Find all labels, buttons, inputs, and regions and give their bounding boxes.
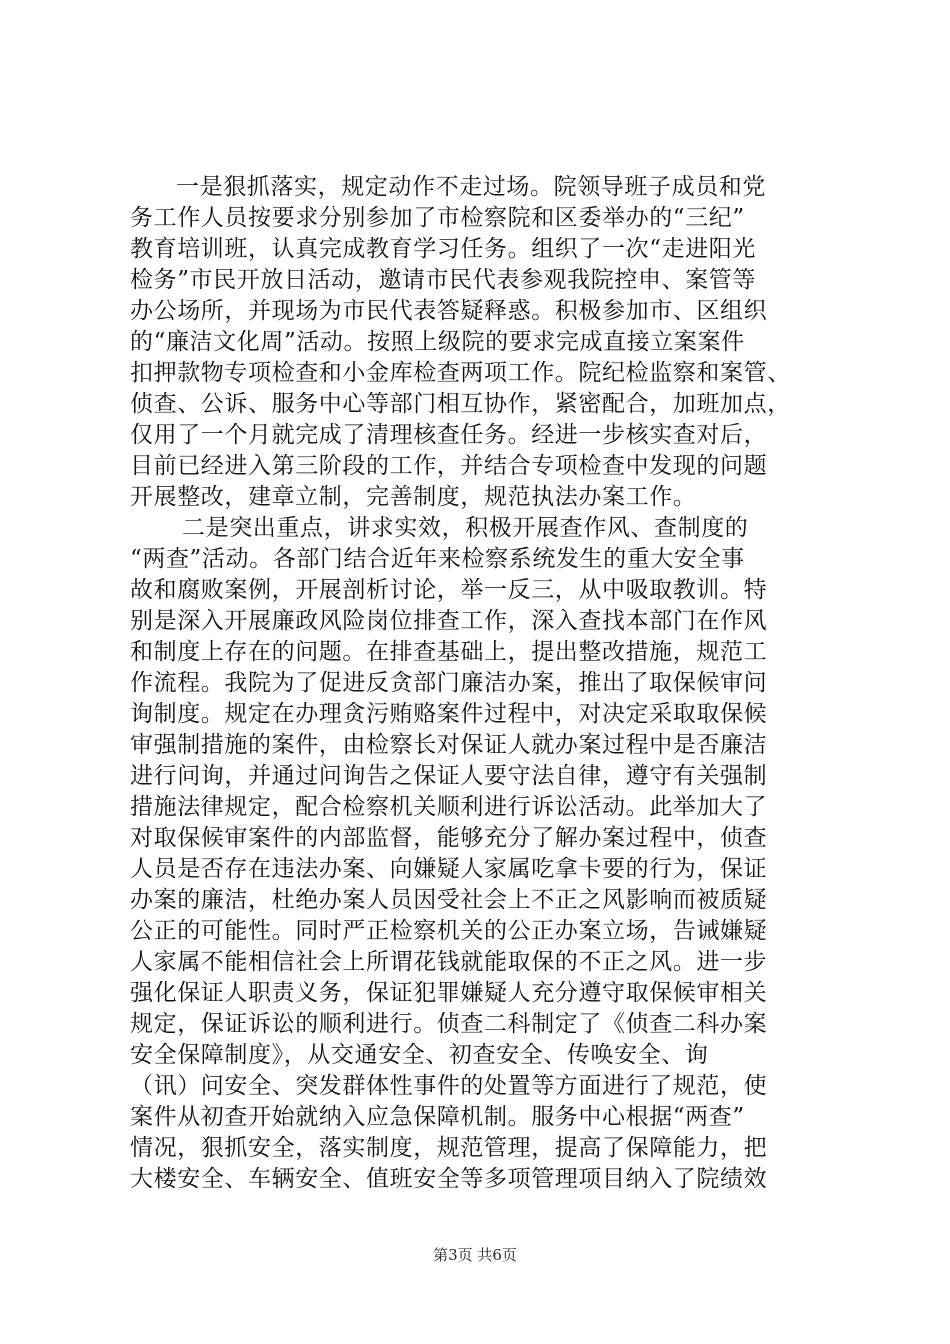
- text-line: 办案的廉洁，杜绝办案人员因受社会上不正之风影响而被质疑: [130, 887, 768, 913]
- text-line: “两查”活动。各部门结合近年来检察系统发生的重大安全事: [130, 546, 745, 572]
- text-line: 规定，保证诉讼的顺利进行。侦查二科制定了《侦查二科办案: [130, 1011, 768, 1037]
- text-line: 教育培训班，认真完成教育学习任务。组织了一次“走进阳光: [130, 236, 756, 262]
- text-line: 案件从初查开始就纳入应急保障机制。服务中心根据“两查”: [130, 1104, 745, 1130]
- text-line: 对取保候审案件的内部监督，能够充分了解办案过程中，侦查: [130, 825, 768, 851]
- text-line: 审强制措施的案件，由检察长对保证人就办案过程中是否廉洁: [130, 732, 768, 758]
- body-text: [130, 172, 830, 1195]
- text-line: 开展整改，建章立制，完善制度，规范执法办案工作。: [130, 484, 697, 510]
- text-line: 故和腐败案例，开展剖析讨论，举一反三，从中吸取教训。特: [130, 577, 768, 603]
- text-line: 询制度。规定在办理贪污贿赂案件过程中，对决定采取取保候: [130, 701, 768, 727]
- text-line: 作流程。我院为了促进反贪部门廉洁办案，推出了取保候审问: [130, 670, 768, 696]
- text-line: 人员是否存在违法办案、向嫌疑人家属吃拿卡要的行为，保证: [130, 856, 768, 882]
- text-line: 措施法律规定，配合检察机关顺利进行诉讼活动。此举加大了: [130, 794, 768, 820]
- text-line: 办公场所，并现场为市民代表答疑释惑。积极参加市、区组织: [130, 298, 768, 324]
- text-line: 检务”市民开放日活动，邀请市民代表参观我院控申、案管等: [130, 267, 756, 293]
- text-line: 进行问询，并通过问询告之保证人要守法自律，遵守有关强制: [130, 763, 768, 789]
- text-line: 公正的可能性。同时严正检察机关的公正办案立场，告诫嫌疑: [130, 918, 768, 944]
- text-line: （讯）问安全、突发群体性事件的处置等方面进行了规范，使: [130, 1073, 768, 1099]
- text-line: 仅用了一个月就完成了清理核查任务。经进一步核实查对后，: [130, 422, 768, 448]
- text-line: 强化保证人职责义务，保证犯罪嫌疑人充分遵守取保候审相关: [130, 980, 768, 1006]
- text-line: 的“廉洁文化周”活动。按照上级院的要求完成直接立案案件: [130, 329, 745, 355]
- text-line: 目前已经进入第三阶段的工作，并结合专项检查中发现的问题: [130, 453, 768, 479]
- page-number-footer: 第3页 共6页: [433, 1246, 517, 1264]
- text-line: 一是狠抓落实，规定动作不走过场。院领导班子成员和党: [176, 174, 766, 200]
- paragraph-2: [130, 513, 830, 1195]
- text-line: 情况，狠抓安全，落实制度，规范管理，提高了保障能力，把: [130, 1135, 768, 1161]
- text-line: 侦查、公诉、服务中心等部门相互协作，紧密配合，加班加点，: [130, 391, 791, 417]
- paragraph-1: [130, 172, 830, 513]
- text-line: 安全保障制度》，从交通安全、初查安全、传唤安全、询: [130, 1042, 709, 1068]
- text-line: 务工作人员按要求分别参加了市检察院和区委举办的“三纪”: [130, 205, 745, 231]
- text-line: 二是突出重点，讲求实效，积极开展查作风、查制度的: [182, 515, 749, 541]
- text-line: 别是深入开展廉政风险岗位排查工作，深入查找本部门在作风: [130, 608, 768, 634]
- text-line: 人家属不能相信社会上所谓花钱就能取保的不正之风。进一步: [130, 949, 768, 975]
- text-line: 大楼安全、车辆安全、值班安全等多项管理项目纳入了院绩效: [130, 1166, 768, 1192]
- text-line: 和制度上存在的问题。在排查基础上，提出整改措施，规范工: [130, 639, 768, 665]
- text-line: 扣押款物专项检查和小金库检查两项工作。院纪检监察和案管、: [130, 360, 791, 386]
